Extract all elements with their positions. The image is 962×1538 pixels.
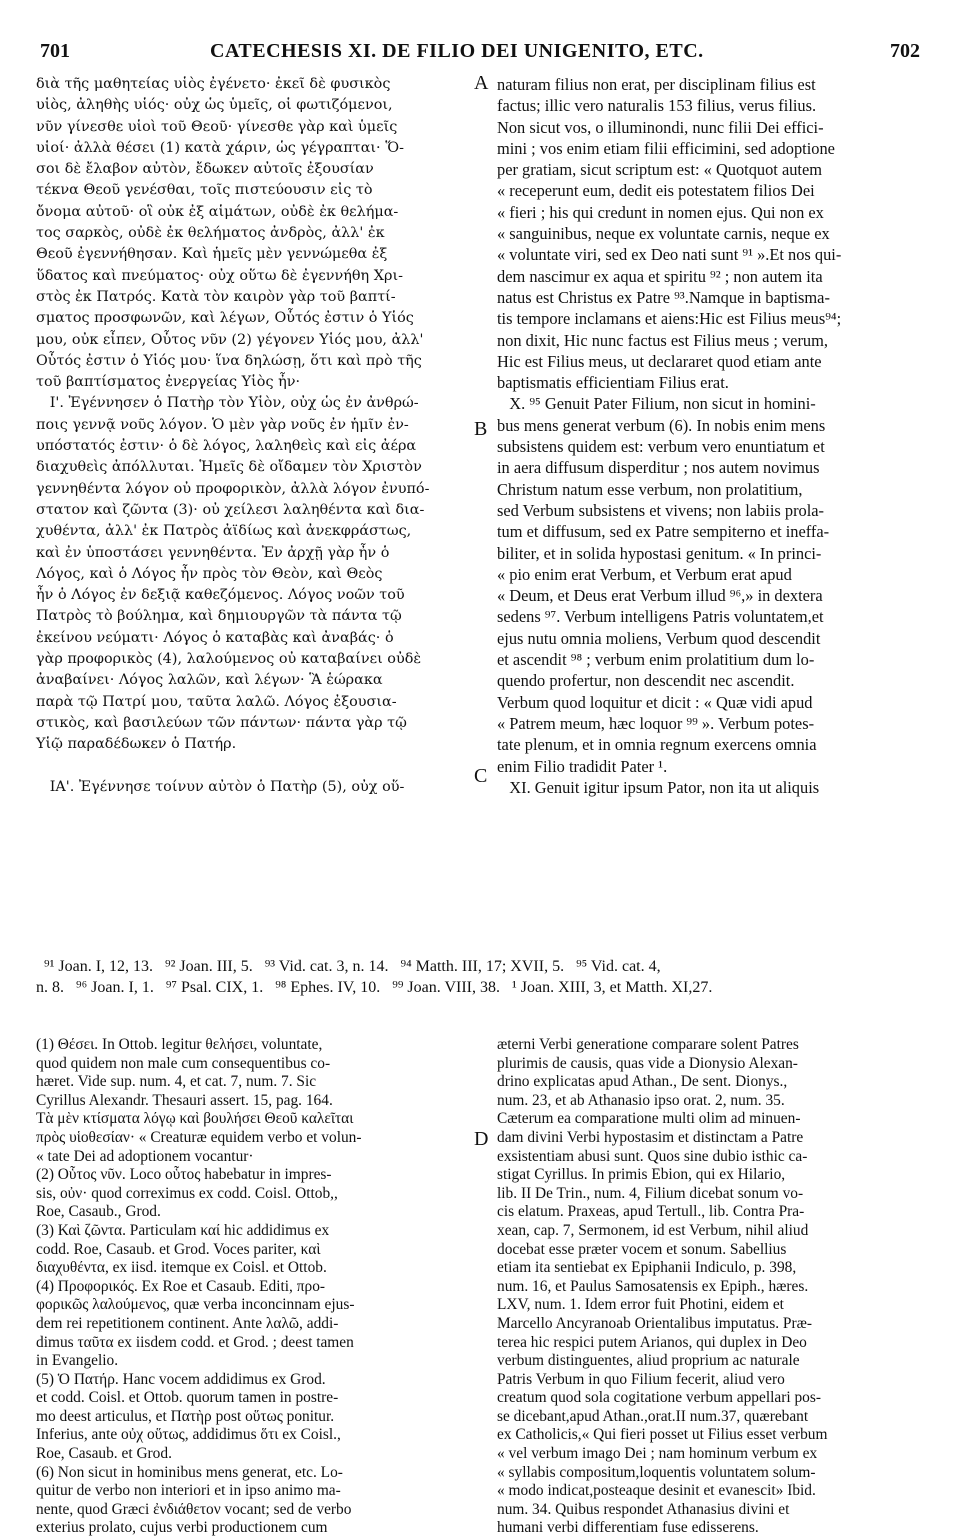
margin-letter-c: C [474,765,488,787]
page-header [40,40,920,64]
margin-letter-d: D [474,1128,489,1150]
scripture-references: ⁹¹ Joan. I, 12, 13. ⁹² Joan. III, 5. ⁹³ Vid. cat. 3, n. 14. ⁹⁴ Matth. III, 17; XVII, 5. ⁹⁵ Vid. cat. 4, n. 8. ⁹⁶ Joan. I, 1. ⁹⁷ Psal. CIX, 1. ⁹⁸ Ephes. IV, 10. ⁹⁹ Joan. VIII, 38. ¹ Joan. XIII, 3, et Matth. XI,27. [36,958,713,996]
running-title: CATECHESIS XI. DE FILIO DEI UNIGENITO, ETC. [210,40,704,62]
page-number-left: 701 [40,40,70,62]
notes-right-column: æterni Verbi generatione comparare solent Patres plurimis de causis, quas vide a Dionysio Alexan- drino explicatas apud Athan., De sent. Dionys., num. 23, et ab Athanasio ipso orat. 2, num. 35. Cæterum ea comparatione multi olim ad minuen- dam divini Verbi hypostasim et distinctam a Patre exsistentiam abusi sunt. Quos sine dubio isthic ca- stigat Cyrillus. In primis Ebion, qui ex Hilario, lib. II De Trin., num. 4, Filium dicebat sonum vo- cis elatum. Praxeas, apud Tertull., lib. Contra Pra- xean, cap. 7, Sermonem, id est Verbum, nihil aliud docebat esse præter vocem et sonum. Sabellius etiam ita sentiebat ex Epiphanii Indiculo, p. 398, num. 16, et Paulus Samosatensis ex Epiph., hæres. LXV, num. 1. Idem error fuit Photini, eidem et Marcello Ancyranoab Orientalibus imputatus. Præ- terea hic respici putem Arianos, qui duplex in Deo verbum distinguentes, aliud proprium ac naturale Patris Verbum in quo Filium fecerit, aliud vero creatum quod sola cogitatione verbum appellari pos- se dicebant,apud Athan.,orat.II num.37, quærebant ex Catholicis,« Qui fieri posset ut Filius esset verbum « vel verbum imago Dei ; nam hominum verbum ex « syllabis compositum,loquentis voluntatem solum- « modo indicat,posteaque desinit et evanescit» Ibid. num. 34. Quibus respondet Athanasius divini et humani verbi differentiam fuse edisserens. [497,1036,828,1537]
greek-text-column: διὰ τῆς μαθητείας υἱὸς ἐγένετο· ἐκεῖ δὲ φυσικὸς υἱὸς, ἀληθὴς υἱός· οὐχ ὡς ὑμεῖς, οἱ φωτιζόμενοι, νῦν γίνεσθε υἱοὶ τοῦ Θεοῦ· γίνεσθε γὰρ καὶ ὑμεῖς υἱοί· ἀλλὰ θέσει (1) κατὰ χάριν, ὡς γέγραπται· Ὅ- σοι δὲ ἔλαβον αὐτὸν, ἔδωκεν αὐτοῖς ἐξουσίαν τέκνα Θεοῦ γενέσθαι, τοῖς πιστεύουσιν εἰς τὸ ὄνομα αὐτοῦ· οἳ οὐκ ἐξ αἱμάτων, οὐδὲ ἐκ θελήμα- τος σαρκὸς, οὐδὲ ἐκ θελήματος ἀνδρὸς, ἀλλ' ἐκ Θεοῦ ἐγεννήθησαν. Καὶ ἡμεῖς μὲν γεννώμεθα ἐξ ὕδατος καὶ πνεύματος· οὐχ οὕτω δὲ ἐγεννήθη Χρι- στὸς ἐκ Πατρός. Κατὰ τὸν καιρὸν γὰρ τοῦ βαπτί- σματος προσφωνῶν, καὶ λέγων, Οὗτός ἐστιν ὁ Υἱός μου, οὐκ εἶπεν, Οὗτος νῦν (2) γέγονεν Υἱός μου, ἀλλ' Οὗτός ἐστιν ὁ Υἱός μου· ἵνα δηλώσῃ, ὅτι καὶ πρὸ τῆς τοῦ βαπτίσματος ἐνεργείας Υἱὸς ἦν· Ι'. Ἐγέννησεν ὁ Πατὴρ τὸν Υἱὸν, οὐχ ὡς ἐν ἀνθρώ- ποις γεννᾷ νοῦς λόγον. Ὁ μὲν γὰρ νοῦς ἐν ἡμῖν ἐν- υπόστατός ἐστιν· ὁ δὲ λόγος, λαληθεὶς καὶ εἰς ἀέρα διαχυθεὶς ἀπόλλυται. Ἡμεῖς δὲ οἴδαμεν τὸν Χριστὸν γεννηθέντα λόγον οὐ προφορικὸν, ἀλλὰ λόγον ἐνυπό- στατον καὶ ζῶντα (3)· οὐ χείλεσι λαληθέντα καὶ δια- χυθέντα, ἀλλ' ἐκ Πατρὸς ἀϊδίως καὶ ἀνεκφράστως, καὶ ἐν ὑποστάσει γεννηθέντα. Ἐν ἀρχῇ γὰρ ἦν ὁ Λόγος, καὶ ὁ Λόγος ἦν πρὸς τὸν Θεὸν, καὶ Θεὸς ἦν ὁ Λόγος ἐν δεξιᾷ καθεζόμενος. Λόγος νοῶν τοῦ Πατρὸς τὸ βούλημα, καὶ δημιουργῶν τὰ πάντα τῷ ἐκείνου νεύματι· Λόγος ὁ καταβὰς καὶ ἀναβάς· ὁ γὰρ προφορικὸς (4), λαλούμενος οὐ καταβαίνει οὐδὲ ἀναβαίνει· Λόγος λαλῶν, καὶ λέγων· Ἃ ἑώρακα παρὰ τῷ Πατρί μου, ταῦτα λαλῶ. Λόγος ἐξουσια- στικὸς, καὶ βασιλεύων τῶν πάντων· πάντα γὰρ τῷ Υἱῷ παραδέδωκεν ὁ Πατήρ. ΙΑ'. Ἐγέννησε τοίνυν αὐτὸν ὁ Πατὴρ (5), οὐχ οὕ- [36,76,430,795]
page-number-right: 702 [890,40,920,62]
margin-letter-b: B [474,418,488,440]
margin-letter-a: A [474,72,489,94]
notes-left-column: (1) Θέσει. In Ottob. legitur θελήσει, voluntate, quod quidem non male cum consequentibus co- hæret. Vide sup. num. 4, et cat. 7, num. 7. Sic Cyrillus Alexandr. Thesauri assert. 15, pag. 164. Τὰ μὲν κτίσματα λόγῳ καὶ βουλήσει Θεοῦ καλεῖται πρὸς υἱοθεσίαν· « Creaturæ equidem verbo et volun- « tate Dei ad adoptionem vocantur· (2) Οὗτος νῦν. Loco οὗτος habebatur in impres- sis, οὐν· quod correximus ex codd. Coisl. Ottob,, Roe, Casaub., Grod. (3) Καὶ ζῶντα. Particulam καί hic addidimus ex codd. Roe, Casaub. et Grod. Voces pariter, καὶ διαχυθέντα, ex iisd. itemque ex Coisl. et Ottob. (4) Προφορικός. Ex Roe et Casaub. Editi, προ- φορικῶς λαλούμενος, quæ verba inconcinnam ejus- dem rei repetitionem continent. Ante λαλῶ, addi- dimus ταῦτα ex iisdem codd. et Grod. ; deest tamen in Evangelio. (5) Ὁ Πατήρ. Hanc vocem addidimus ex Grod. et codd. Coisl. et Ottob. quorum tamen in postre- mo deest articulus, et Πατὴρ post οὕτως ponitur. Inferius, ante οὐχ οὕτως, addidimus ὅτι ex Coisl., Roe, Casaub. et Grod. (6) Non sicut in hominibus mens generat, etc. Lo- quitur de verbo non interiori et in ipso animo ma- nente, quod Græci ἐνδιάθετον vocant; sed de verbo exterius prolato, cujus verbi productionem cum [36,1036,362,1537]
latin-text-column: naturam filius non erat, per disciplinam filius est factus; illic vero naturalis 153 filius, verus filius. Non sicut vos, o illuminondi, nunc filii Dei effici- mini ; vos enim etiam filii efficimini, sed adoptione per gratiam, sicut scriptum est: « Quotquot autem « receperunt eum, dedit eis potestatem filios Dei « fieri ; his qui credunt in nomen ejus. Qui non ex « sanguinibus, neque ex voluntate carnis, neque ex « voluntate viri, sed ex Deo nati sunt ⁹¹ ».Et nos qui- dem nascimur ex aqua et spiritu ⁹² ; non autem ita natus est Christus ex Patre ⁹³.Namque in baptisma- tis tempore inclamans et aiens:Hic est Filius meus⁹⁴; non dixit, Hic nunc factus est Filius meus ; verum, Hic est Filius meus, ut declararet quod etiam ante baptismatis efficientiam Filius erat. X. ⁹⁵ Genuit Pater Filium, non sicut in homini- bus mens generat verbum (6). In nobis enim mens subsistens quidem est: verbum vero enuntiatum et in aera diffusum disperditur ; nos autem novimus Christum natum esse verbum, non prolatitium, sed Verbum subsistens et vivens; non labiis prola- tum et diffusum, sed ex Patre sempiterno et ineffa- biliter, et in solida hypostasi genitum. « In princi- « pio enim erat Verbum, et Verbum erat apud « Deum, et Deus erat Verbum illud ⁹⁶,» in dextera sedens ⁹⁷. Verbum intelligens Patris voluntatem,et ejus nutu omnia moliens, Verbum quod descendit et ascendit ⁹⁸ ; verbum enim prolatitium dum lo- quendo profertur, non descendit nec ascendit. Verbum quod loquitur et dicit : « Quæ vidi apud « Patrem meum, hæc loquor ⁹⁹ ». Verbum potes- tate plenum, et in omnia regnum exercens omnia enim Filio tradidit Pater ¹. XI. Genuit igitur ipsum Pator, non ita ut aliquis [497,75,842,797]
